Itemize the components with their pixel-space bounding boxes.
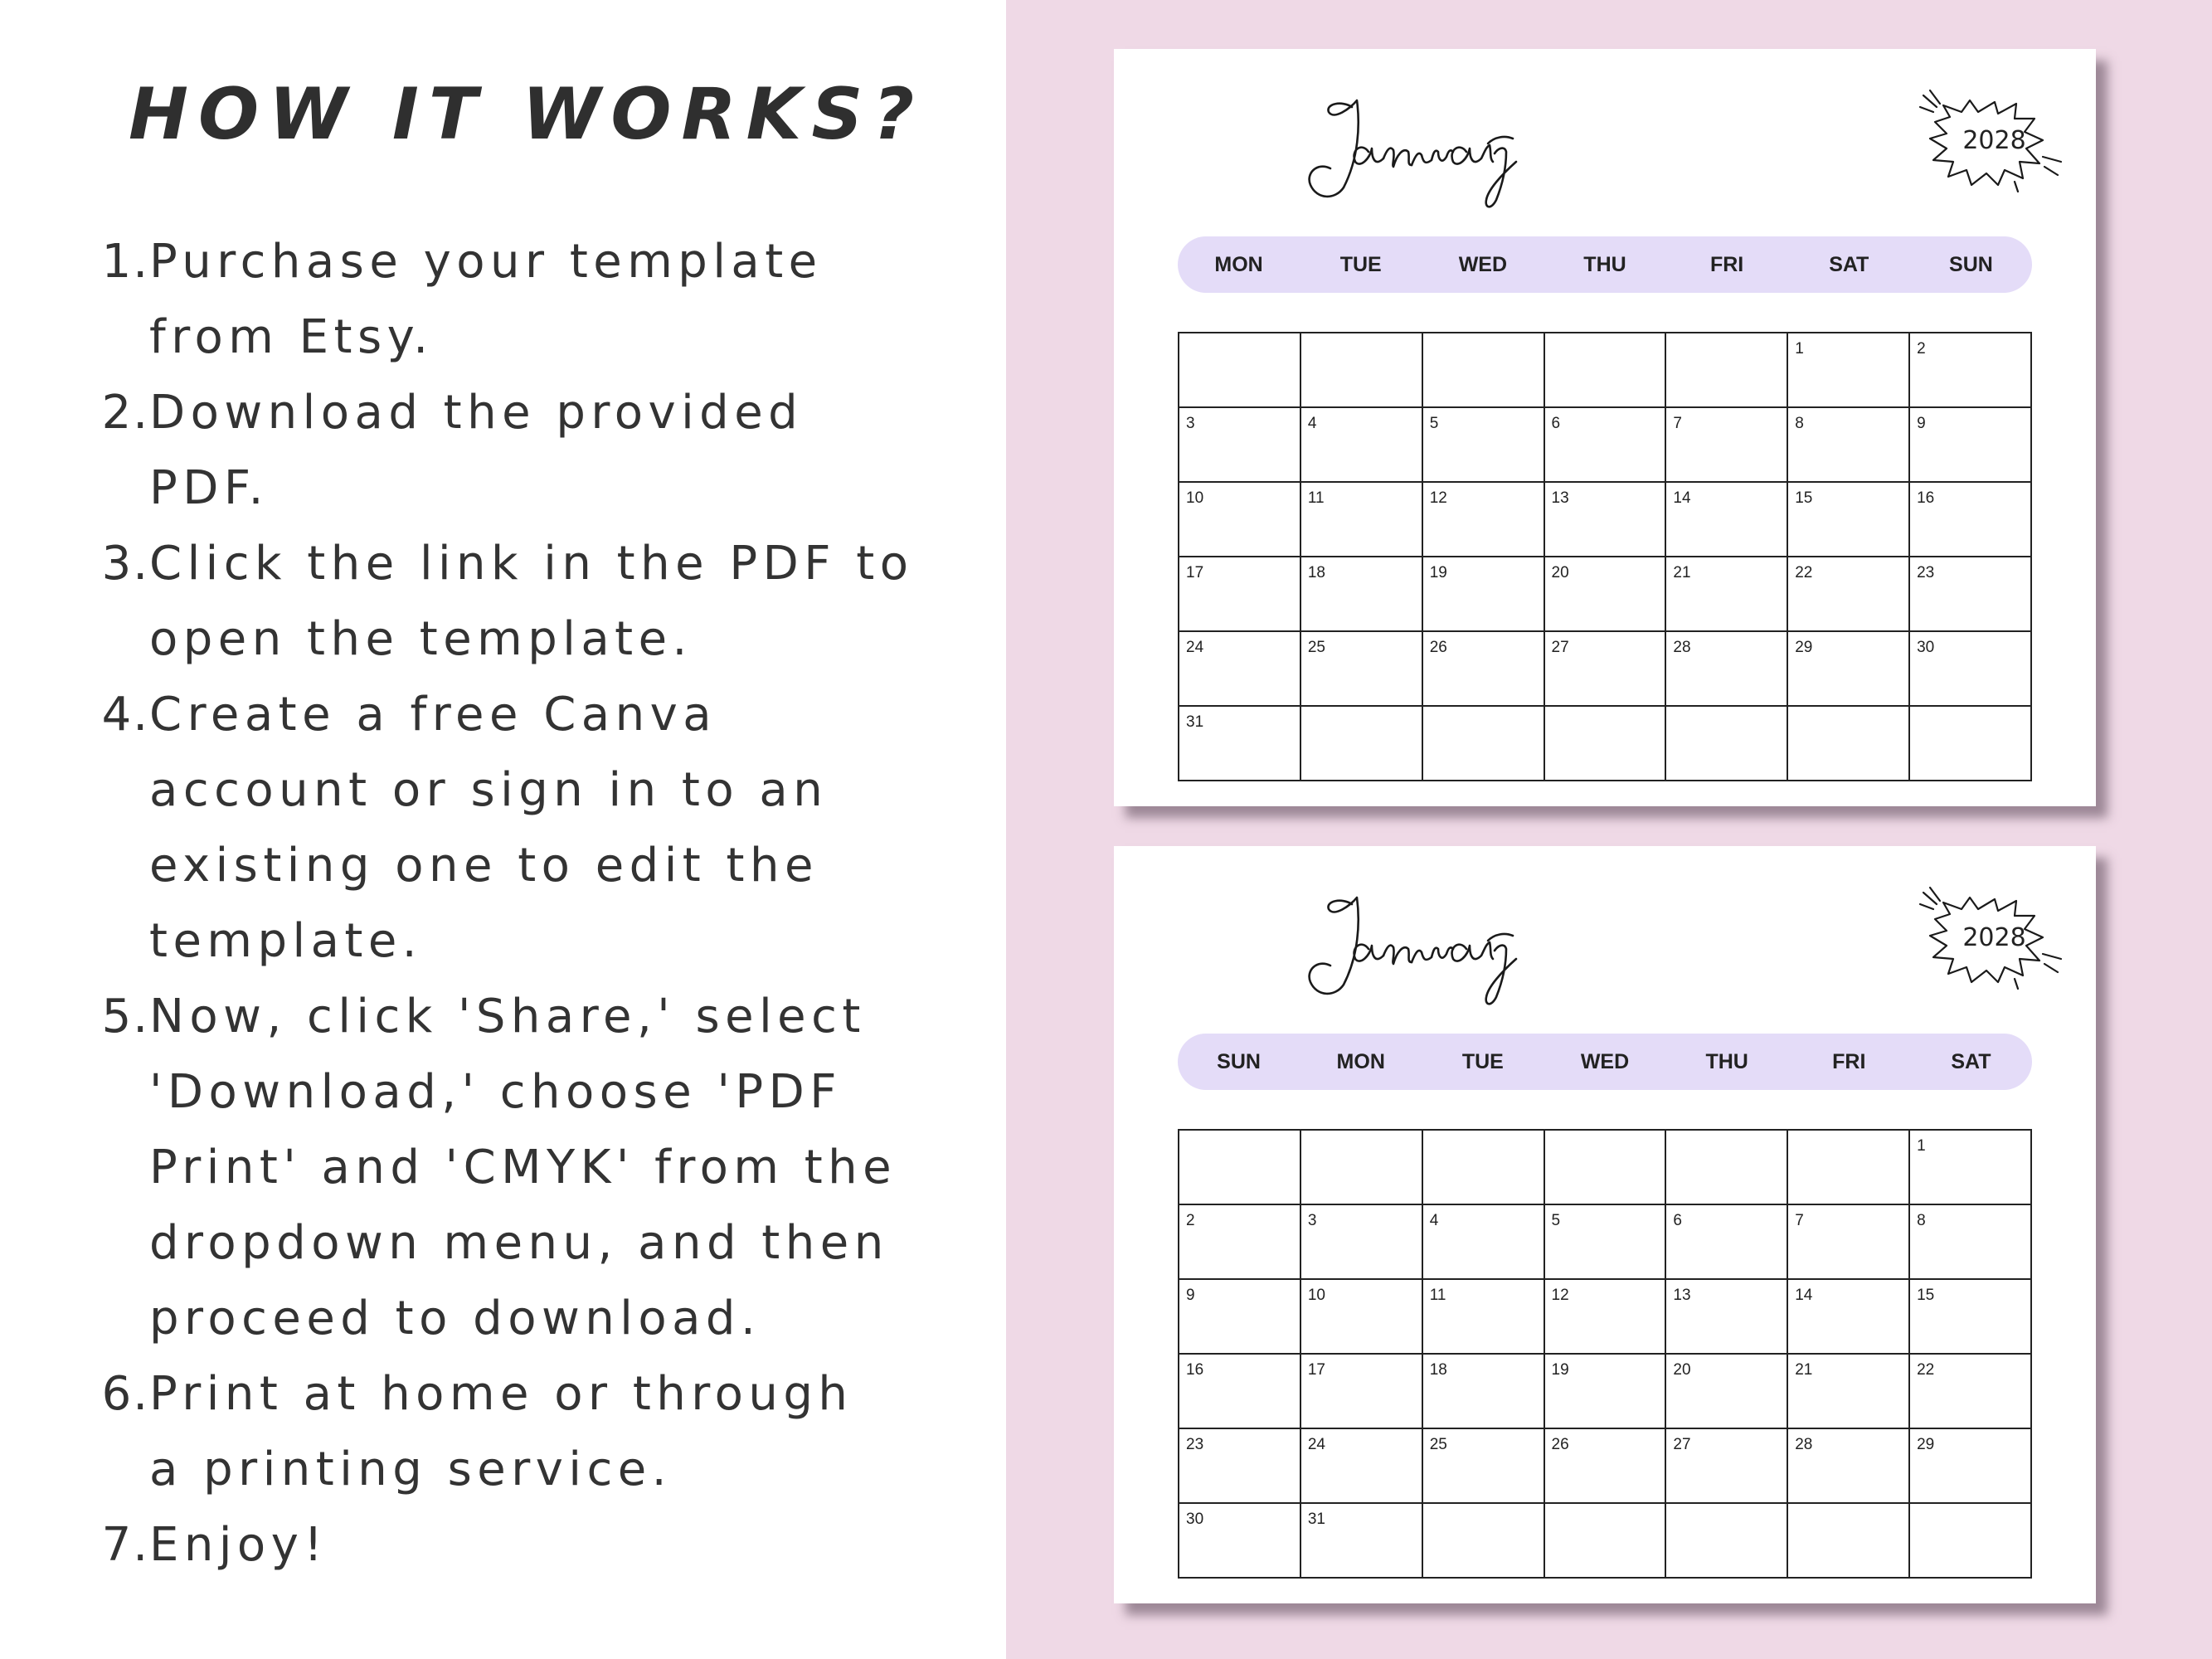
- step-text-line: account or sign in to an: [149, 763, 829, 817]
- weekday-label: MON: [1214, 252, 1263, 276]
- day-cell: 28: [1665, 631, 1787, 706]
- step-text-line: Print' and 'CMYK' from the: [149, 1141, 897, 1194]
- step-number: 4.: [101, 688, 149, 742]
- day-cell: [1422, 333, 1544, 407]
- step-text-line: Download the provided: [149, 386, 804, 440]
- calendar-week-row: [1179, 407, 2031, 482]
- step-text-line: Purchase your template: [149, 235, 823, 289]
- day-cell: 14: [1665, 482, 1787, 557]
- day-cell: 10: [1179, 482, 1300, 557]
- day-cell: 16: [1179, 1354, 1300, 1428]
- calendar-grid: [1178, 332, 2032, 781]
- step-text-line: Print at home or through: [149, 1367, 853, 1421]
- step-text: [149, 224, 995, 375]
- day-cell: 23: [1179, 1428, 1300, 1503]
- day-cell: 7: [1665, 407, 1787, 482]
- day-cell: [1300, 1130, 1422, 1204]
- step-number: 3.: [101, 537, 149, 591]
- step-text-line: existing one to edit the: [149, 839, 819, 893]
- day-cell: 19: [1544, 1354, 1666, 1428]
- day-cell: 30: [1909, 631, 2031, 706]
- page-title: HOW IT WORKS?: [129, 73, 925, 156]
- day-cell: 17: [1300, 1354, 1422, 1428]
- step-item: [83, 1507, 995, 1583]
- day-cell: 12: [1544, 1279, 1666, 1354]
- step-item: [83, 677, 995, 979]
- step-text: [149, 677, 995, 979]
- step-number: 2.: [101, 386, 149, 440]
- day-cell: 21: [1665, 557, 1787, 631]
- day-cell: 28: [1787, 1428, 1909, 1503]
- day-cell: 11: [1300, 482, 1422, 557]
- weekday-label: FRI: [1832, 1049, 1866, 1073]
- calendar-week-row: [1179, 1204, 2031, 1279]
- day-cell: 31: [1179, 706, 1300, 781]
- month-handwriting-graphic: [1292, 75, 1529, 221]
- day-cell: 5: [1422, 407, 1544, 482]
- step-text-line: from Etsy.: [149, 310, 434, 364]
- calendar-week-row: [1179, 1279, 2031, 1354]
- day-cell: 10: [1300, 1279, 1422, 1354]
- step-text: [149, 979, 995, 1356]
- day-cell: 2: [1179, 1204, 1300, 1279]
- weekday-header-bar: [1178, 236, 2032, 293]
- year-label: 2028: [1962, 923, 2026, 952]
- day-cell: 9: [1179, 1279, 1300, 1354]
- day-cell: 17: [1179, 557, 1300, 631]
- day-cell: [1787, 1503, 1909, 1578]
- day-cell: 4: [1422, 1204, 1544, 1279]
- day-cell: 14: [1787, 1279, 1909, 1354]
- calendar-week-row: [1179, 631, 2031, 706]
- step-text-line: Click the link in the PDF to: [149, 537, 914, 591]
- day-cell: 19: [1422, 557, 1544, 631]
- weekday-label: WED: [1580, 1049, 1630, 1073]
- step-number: 7.: [101, 1518, 149, 1572]
- calendar-card-sunday-start: [1114, 846, 2096, 1603]
- day-cell: 15: [1787, 482, 1909, 557]
- calendar-week-row: [1179, 1130, 2031, 1204]
- step-item: [83, 1356, 995, 1507]
- day-cell: [1300, 706, 1422, 781]
- step-text-line: Enjoy!: [149, 1518, 328, 1572]
- weekday-header-bar: [1178, 1034, 2032, 1090]
- day-cell: 24: [1300, 1428, 1422, 1503]
- calendar-grid: [1178, 1129, 2032, 1579]
- day-cell: 29: [1909, 1428, 2031, 1503]
- day-cell: 13: [1665, 1279, 1787, 1354]
- step-item: [83, 375, 995, 526]
- day-cell: 26: [1422, 631, 1544, 706]
- steps-list: [83, 224, 995, 1583]
- day-cell: 11: [1422, 1279, 1544, 1354]
- day-cell: 16: [1909, 482, 2031, 557]
- day-cell: 21: [1787, 1354, 1909, 1428]
- step-text-line: a printing service.: [149, 1443, 672, 1496]
- month-script-title: [1292, 873, 1529, 1018]
- day-cell: [1544, 706, 1666, 781]
- day-cell: [1787, 1130, 1909, 1204]
- weekday-label: SUN: [1217, 1049, 1261, 1073]
- weekday-label: TUE: [1461, 1049, 1504, 1073]
- step-item: [83, 224, 995, 375]
- day-cell: 22: [1787, 557, 1909, 631]
- day-cell: 6: [1544, 407, 1666, 482]
- year-label: 2028: [1962, 126, 2026, 155]
- day-cell: 25: [1422, 1428, 1544, 1503]
- instructions-panel: [0, 0, 1006, 1659]
- step-text-line: dropdown menu, and then: [149, 1216, 889, 1270]
- step-text: [149, 526, 995, 677]
- day-cell: 2: [1909, 333, 2031, 407]
- step-number: 1.: [101, 235, 149, 289]
- day-cell: 24: [1179, 631, 1300, 706]
- calendar-week-row: [1179, 557, 2031, 631]
- day-cell: 8: [1787, 407, 1909, 482]
- weekday-label: FRI: [1709, 252, 1744, 276]
- day-cell: 30: [1179, 1503, 1300, 1578]
- calendar-week-row: [1179, 333, 2031, 407]
- step-text-line: 'Download,' choose 'PDF: [149, 1065, 842, 1119]
- step-text-line: Create a free Canva: [149, 688, 717, 742]
- day-cell: [1909, 706, 2031, 781]
- day-cell: [1422, 1503, 1544, 1578]
- day-cell: [1665, 706, 1787, 781]
- weekday-label: SUN: [1949, 252, 1993, 276]
- day-cell: 4: [1300, 407, 1422, 482]
- weekday-label: MON: [1336, 1049, 1385, 1073]
- day-cell: 12: [1422, 482, 1544, 557]
- day-cell: 13: [1544, 482, 1666, 557]
- step-text-line: open the template.: [149, 612, 693, 666]
- weekday-label: THU: [1583, 252, 1626, 276]
- day-cell: 18: [1422, 1354, 1544, 1428]
- day-cell: [1665, 1130, 1787, 1204]
- day-cell: 6: [1665, 1204, 1787, 1279]
- step-item: [83, 526, 995, 677]
- weekday-label: WED: [1458, 252, 1508, 276]
- day-cell: 31: [1300, 1503, 1422, 1578]
- day-cell: 3: [1300, 1204, 1422, 1279]
- day-cell: 9: [1909, 407, 2031, 482]
- day-cell: [1422, 706, 1544, 781]
- day-cell: 3: [1179, 407, 1300, 482]
- day-cell: 25: [1300, 631, 1422, 706]
- day-cell: 27: [1544, 631, 1666, 706]
- day-cell: 8: [1909, 1204, 2031, 1279]
- day-cell: 18: [1300, 557, 1422, 631]
- step-text: [149, 1356, 995, 1507]
- step-number: 6.: [101, 1367, 149, 1421]
- weekday-label: TUE: [1339, 252, 1382, 276]
- calendar-week-row: [1179, 1354, 2031, 1428]
- day-cell: 29: [1787, 631, 1909, 706]
- day-cell: [1422, 1130, 1544, 1204]
- day-cell: [1544, 333, 1666, 407]
- day-cell: 1: [1909, 1130, 2031, 1204]
- year-badge: [1918, 886, 2064, 990]
- day-cell: [1179, 333, 1300, 407]
- calendar-card-monday-start: [1114, 49, 2096, 806]
- step-number: 5.: [101, 990, 149, 1044]
- calendar-week-row: [1179, 706, 2031, 781]
- day-cell: [1909, 1503, 2031, 1578]
- step-text: [149, 1507, 995, 1583]
- calendar-week-row: [1179, 482, 2031, 557]
- day-cell: 27: [1665, 1428, 1787, 1503]
- calendar-week-row: [1179, 1503, 2031, 1578]
- day-cell: [1544, 1503, 1666, 1578]
- step-text-line: PDF.: [149, 461, 269, 515]
- day-cell: [1544, 1130, 1666, 1204]
- day-cell: 20: [1665, 1354, 1787, 1428]
- step-text: [149, 375, 995, 526]
- month-handwriting-graphic: [1292, 873, 1529, 1018]
- day-cell: 23: [1909, 557, 2031, 631]
- day-cell: 22: [1909, 1354, 2031, 1428]
- day-cell: [1179, 1130, 1300, 1204]
- day-cell: [1665, 1503, 1787, 1578]
- day-cell: 20: [1544, 557, 1666, 631]
- day-cell: [1665, 333, 1787, 407]
- day-cell: 5: [1544, 1204, 1666, 1279]
- day-cell: 15: [1909, 1279, 2031, 1354]
- weekday-label: THU: [1705, 1049, 1748, 1073]
- day-cell: 26: [1544, 1428, 1666, 1503]
- day-cell: [1300, 333, 1422, 407]
- year-badge: [1918, 89, 2064, 192]
- step-text-line: Now, click 'Share,' select: [149, 990, 866, 1044]
- day-cell: [1787, 706, 1909, 781]
- step-text-line: proceed to download.: [149, 1292, 761, 1345]
- day-cell: 7: [1787, 1204, 1909, 1279]
- step-item: [83, 979, 995, 1356]
- weekday-label: SAT: [1951, 1049, 1991, 1073]
- month-script-title: [1292, 75, 1529, 221]
- calendar-week-row: [1179, 1428, 2031, 1503]
- step-text-line: template.: [149, 914, 423, 968]
- weekday-label: SAT: [1829, 252, 1869, 276]
- day-cell: 1: [1787, 333, 1909, 407]
